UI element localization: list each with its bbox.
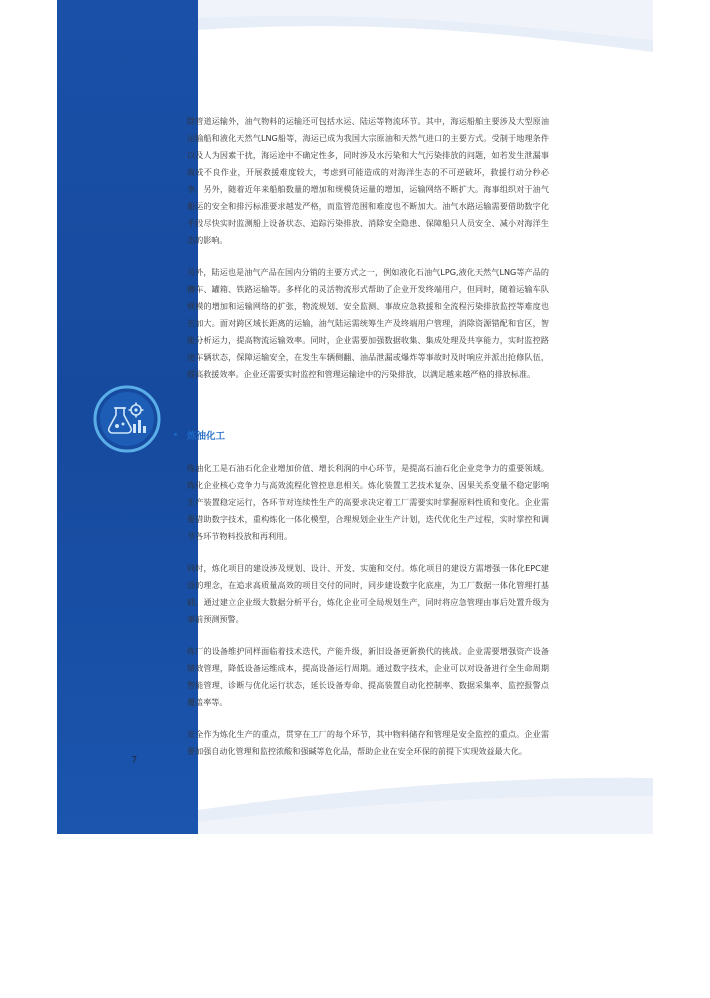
paragraph: 另外，陆运也是油气产品在国内分销的主要方式之一，例如液化石油气LPG,液化天然气LNG等产品的槽车、罐箱、铁路运输等。多样化的灵活物流形式帮助了企业开发终端用户，但同时，随着运输车队规模的增加和运输网络的扩张，物流规划、安全监测、事故应急救援和全流程污染排放监控等难度也在加大。面对跨区域长距离的运输，油气陆运需统筹生产及终端用户管理，消除资源错配和盲区，智能分析运力，提高物流运输效率。同时，企业需要加强数据收集、集成处理及共享能力，实时监控路途车辆状态，保障运输安全，在发生车辆侧翻、油品泄漏或爆炸等事故时及时响应并派出抢修队伍，提高救援效率。企业还需要实时监控和管理运输途中的污染排放，以满足越来越严格的排放标准。 bbox=[187, 267, 549, 379]
paragraph: 安全作为炼化生产的重点，贯穿在工厂的每个环节，其中物料储存和管理是安全监控的重点。企业需要加强自动化管理和监控浓酸和强碱等危化品，帮助企业在安全环保的前提下实现效益最大化。 bbox=[187, 729, 549, 756]
section-text bbox=[187, 460, 549, 775]
paragraph: 同时，炼化项目的建设涉及规划、设计、开发、实施和交付。炼化项目的建设方需增强一体化EPC建设的理念，在追求高质量高效的项目交付的同时，同步建设数字化底座，为工厂数据一体化管理打基础。通过建立企业级大数据分析平台，炼化企业可全局规划生产，同时将应急管理由事后处置升级为事前预测预警。 bbox=[187, 563, 549, 624]
intro-text bbox=[187, 113, 549, 398]
paragraph: 炼厂的设备维护同样面临着技术迭代，产能升级，新旧设备更新换代的挑战。企业需要增强资产设备绩效管理，降低设备运维成本，提高设备运行周期。通过数字技术，企业可以对设备进行全生命周期智能管理、诊断与优化运行状态，延长设备寿命、提高装置自动化控制率、数据采集率、监控报警点覆盖率等。 bbox=[187, 646, 549, 707]
paragraph: 除管道运输外，油气物料的运输还可包括水运、陆运等物流环节。其中，海运船舶主要涉及大型原油运输船和液化天然气LNG船等，海运已成为我国大宗原油和天然气进口的主要方式。受制于地理条件以及人为因素干扰，海运途中不确定性多，同时涉及水污染和大气污染排放的问题，如若发生泄漏事故或不良作业，开展救援难度较大，考虑到可能造成的对海洋生态的不可逆破坏，救援行动分秒必争。另外，随着近年来船舶数量的增加和规模货运量的增加，运输网络不断扩大。海事组织对于油气船运的安全和排污标准要求越发严格，而监管范围和难度也不断加大。油气水路运输需要借助数字化手段尽快实时监测船上设备状态、追踪污染排放、消除安全隐患、保障船只人员安全、减小对海洋生态的影响。 bbox=[187, 116, 549, 245]
page-number: 7 bbox=[131, 755, 138, 766]
top-decorative-swoosh bbox=[198, 0, 653, 55]
bottom-decorative-swoosh bbox=[198, 770, 653, 834]
heading-bullet bbox=[174, 433, 177, 436]
refinery-chemical-icon bbox=[92, 384, 162, 454]
section-title: 炼油化工 bbox=[187, 431, 226, 442]
paragraph: 炼油化工是石油石化企业增加价值、增长利润的中心环节，是提高石油石化企业竞争力的重要领域。炼化企业核心竞争力与高效流程化管控息息相关。炼化装置工艺技术复杂、因果关系变量不稳定影响生产装置稳定运行，各环节对连续性生产的高要求决定着工厂需要实时掌握原料性质和变化。企业需要借助数字技术，重构炼化一体化模型，合理规划企业生产计划，迭代优化生产过程，实时掌控和调节各环节物料投放和再利用。 bbox=[187, 463, 549, 541]
